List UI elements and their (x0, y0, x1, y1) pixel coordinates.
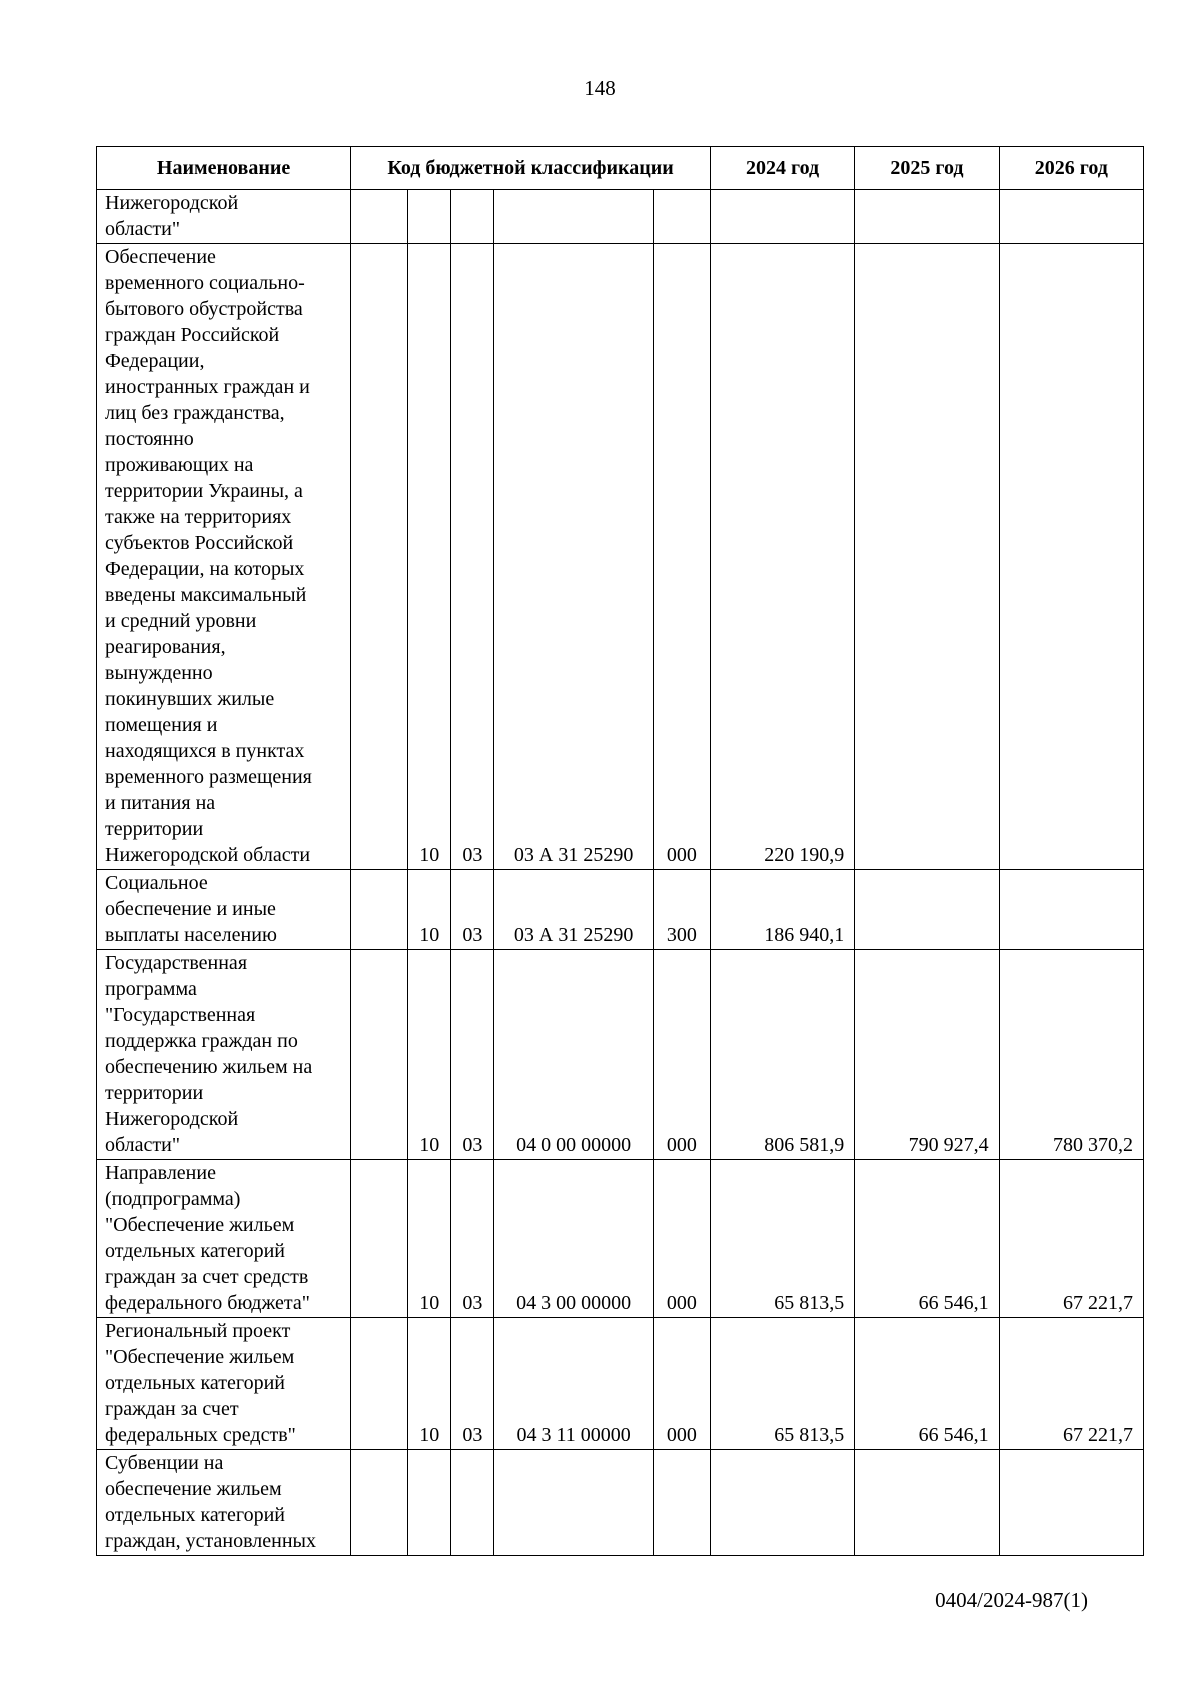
amount-2025-cell: 790 927,4 (855, 950, 999, 1160)
header-name: Наименование (97, 147, 351, 190)
amount-2024-cell: 220 190,9 (710, 244, 854, 870)
header-2024: 2024 год (710, 147, 854, 190)
code-target-article-cell: 04 3 00 00000 (494, 1160, 653, 1318)
code-target-article-cell: 04 0 00 00000 (494, 950, 653, 1160)
code-expense-type-cell: 000 (653, 950, 710, 1160)
amount-2024-cell: 65 813,5 (710, 1160, 854, 1318)
header-2025: 2025 год (855, 147, 999, 190)
amount-2026-cell: 780 370,2 (999, 950, 1143, 1160)
amount-2026-cell (999, 1450, 1143, 1556)
amount-2025-cell (855, 870, 999, 950)
code-cell-1 (351, 950, 408, 1160)
code-target-article-cell: 03 А 31 25290 (494, 244, 653, 870)
amount-2025-cell (855, 190, 999, 244)
code-cell-1 (351, 244, 408, 870)
header-budget-code: Код бюджетной классификации (351, 147, 711, 190)
code-expense-type-cell: 300 (653, 870, 710, 950)
code-target-article-cell: 03 А 31 25290 (494, 870, 653, 950)
table-row (97, 950, 1144, 1160)
amount-2026-cell: 67 221,7 (999, 1318, 1143, 1450)
code-subsection-cell: 03 (451, 870, 494, 950)
code-expense-type-cell: 000 (653, 1160, 710, 1318)
code-subsection-cell: 03 (451, 244, 494, 870)
amount-2026-cell (999, 870, 1143, 950)
amount-2026-cell (999, 244, 1143, 870)
table-row (97, 244, 1144, 870)
table-row (97, 1318, 1144, 1450)
code-target-article-cell: 04 3 11 00000 (494, 1318, 653, 1450)
table-row (97, 870, 1144, 950)
code-target-article-cell (494, 190, 653, 244)
amount-2026-cell: 67 221,7 (999, 1160, 1143, 1318)
table-row (97, 1450, 1144, 1556)
amount-2025-cell: 66 546,1 (855, 1318, 999, 1450)
code-subsection-cell (451, 190, 494, 244)
table-body (97, 190, 1144, 1556)
code-subsection-cell: 03 (451, 1160, 494, 1318)
code-section-cell: 10 (408, 950, 451, 1160)
code-cell-1 (351, 1160, 408, 1318)
header-2026: 2026 год (999, 147, 1143, 190)
amount-2024-cell: 186 940,1 (710, 870, 854, 950)
row-name-cell: Социальное обеспечение и иные выплаты населению (97, 870, 351, 950)
row-name-cell: Нижегородской области" (97, 190, 351, 244)
code-cell-1 (351, 190, 408, 244)
row-name-cell: Региональный проект "Обеспечение жильем отдельных категорий граждан за счет федеральных средств" (97, 1318, 351, 1450)
code-expense-type-cell (653, 190, 710, 244)
code-section-cell: 10 (408, 1160, 451, 1318)
amount-2024-cell: 65 813,5 (710, 1318, 854, 1450)
code-section-cell: 10 (408, 244, 451, 870)
code-expense-type-cell: 000 (653, 244, 710, 870)
amount-2024-cell: 806 581,9 (710, 950, 854, 1160)
table-header-row (97, 147, 1144, 190)
row-name-cell: Государственная программа "Государственная поддержка граждан по обеспечению жильем на территории Нижегородской области" (97, 950, 351, 1160)
amount-2024-cell (710, 190, 854, 244)
code-cell-1 (351, 870, 408, 950)
amount-2025-cell (855, 244, 999, 870)
code-section-cell (408, 1450, 451, 1556)
code-subsection-cell: 03 (451, 1318, 494, 1450)
table-row (97, 1160, 1144, 1318)
amount-2025-cell: 66 546,1 (855, 1160, 999, 1318)
row-name-cell: Обеспечение временного социально- бытового обустройства граждан Российской Федерации, иностранных граждан и лиц без гражданства, постоянно проживающих на территории Украины, а также на территориях субъектов Российской Федерации, на которых введены максимальный и средний уровни реагирования, вынужденно покинувших жилые помещения и находящихся в пунктах временного размещения и питания на территории Нижегородской области (97, 244, 351, 870)
code-expense-type-cell: 000 (653, 1318, 710, 1450)
code-subsection-cell (451, 1450, 494, 1556)
code-cell-1 (351, 1318, 408, 1450)
amount-2024-cell (710, 1450, 854, 1556)
amount-2026-cell (999, 190, 1143, 244)
row-name-cell: Направление (подпрограмма) "Обеспечение жильем отдельных категорий граждан за счет средств федерального бюджета" (97, 1160, 351, 1318)
code-expense-type-cell (653, 1450, 710, 1556)
page-number: 148 (584, 76, 616, 100)
code-subsection-cell: 03 (451, 950, 494, 1160)
row-name-cell: Субвенции на обеспечение жильем отдельных категорий граждан, установленных (97, 1450, 351, 1556)
code-target-article-cell (494, 1450, 653, 1556)
code-section-cell: 10 (408, 870, 451, 950)
code-section-cell (408, 190, 451, 244)
budget-table (96, 146, 1144, 1556)
code-section-cell: 10 (408, 1318, 451, 1450)
amount-2025-cell (855, 1450, 999, 1556)
code-cell-1 (351, 1450, 408, 1556)
document-footer-code: 0404/2024-987(1) (935, 1588, 1088, 1612)
table-row (97, 190, 1144, 244)
